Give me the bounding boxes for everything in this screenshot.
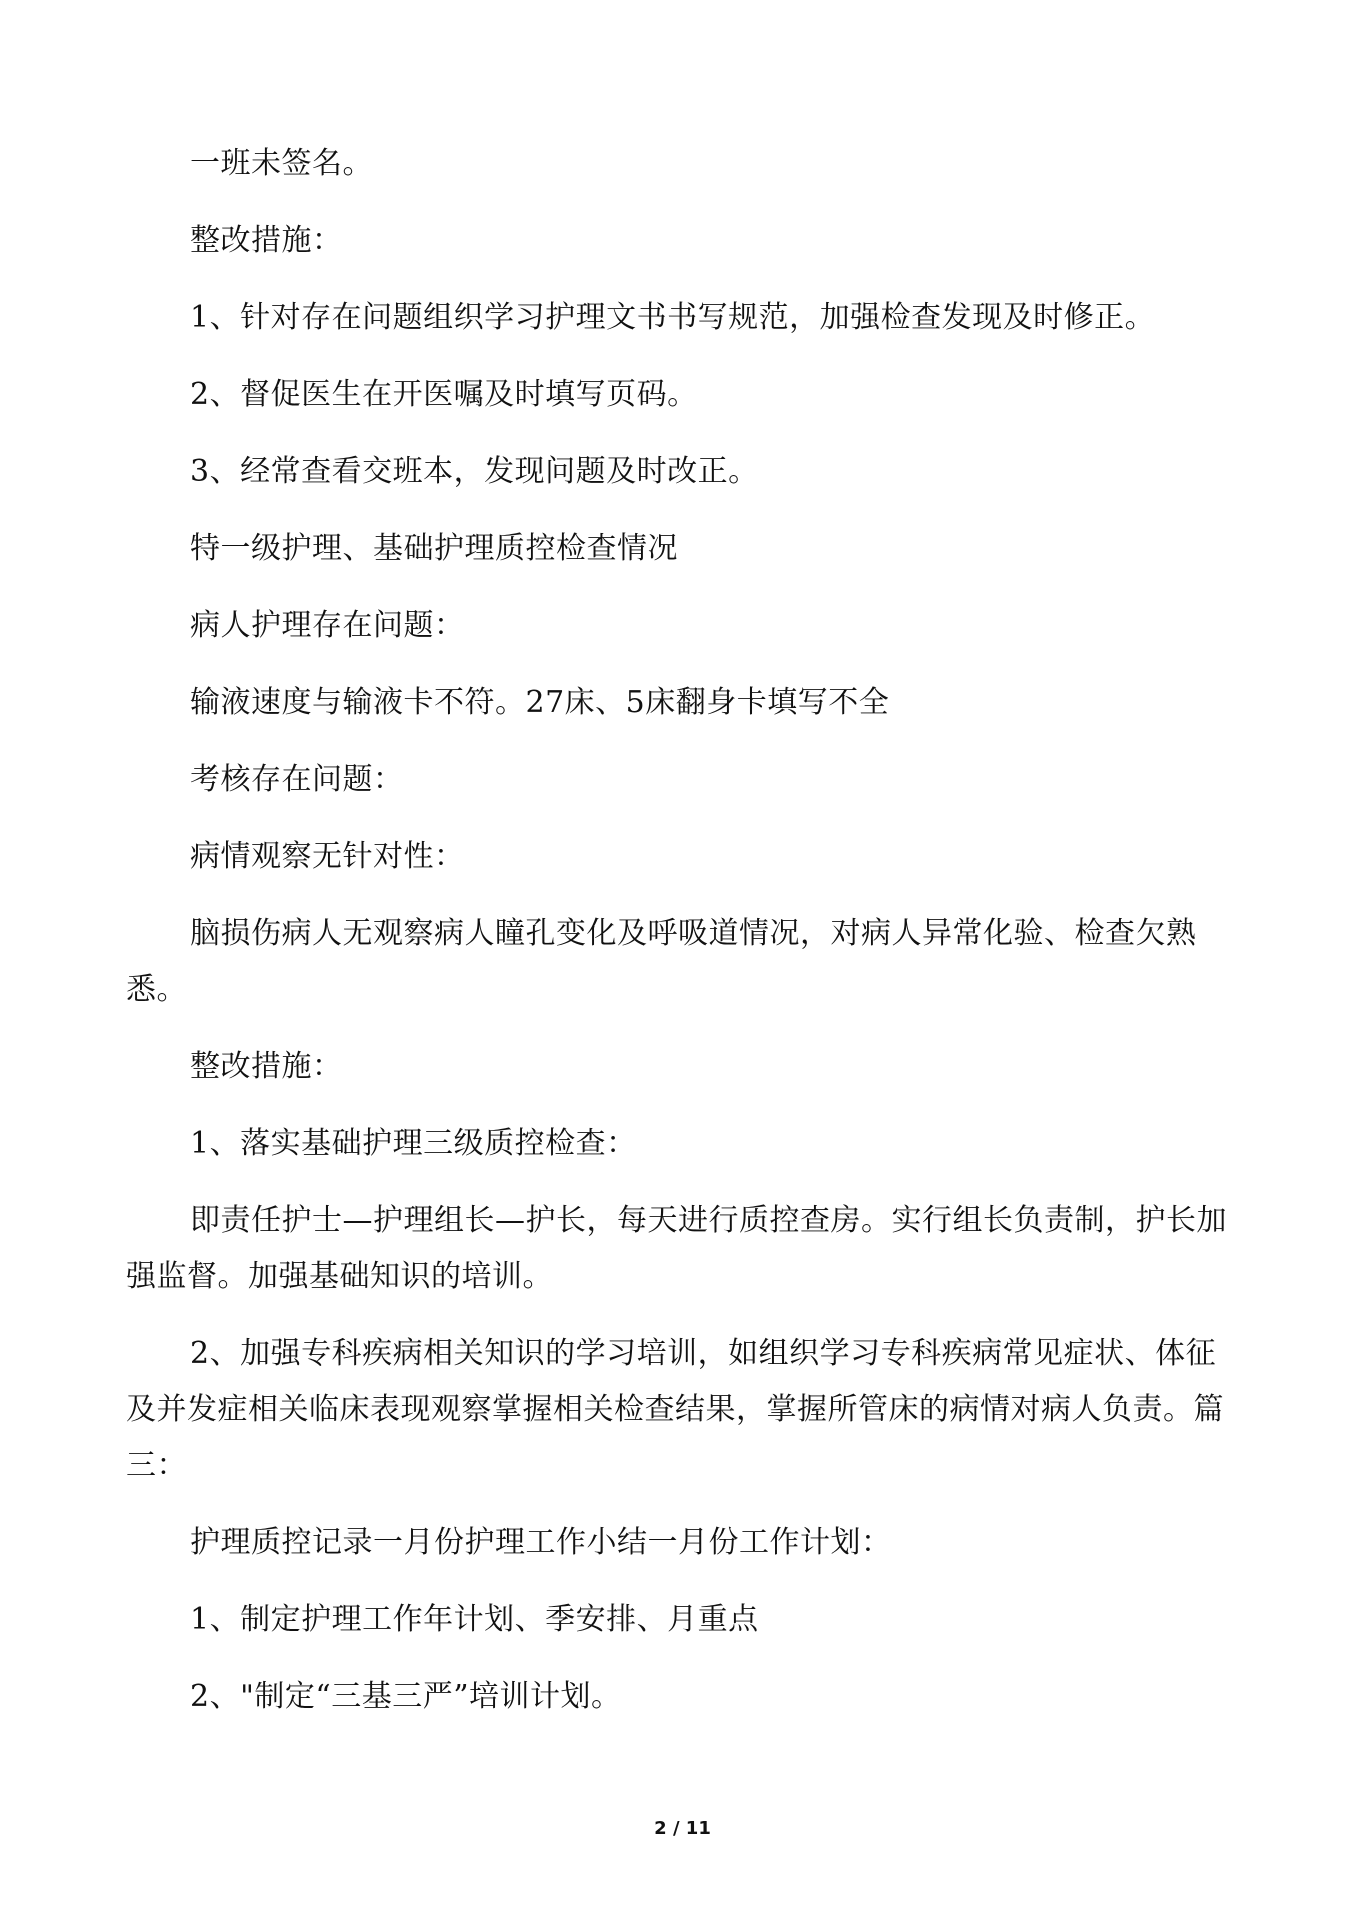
paragraph-4: 2、督促医生在开医嘱及时填写页码。: [190, 377, 698, 412]
paragraph-17: 1、制定护理工作年计划、季安排、月重点: [190, 1602, 759, 1637]
paragraph-3: 1、针对存在问题组织学习护理文书书写规范，加强检查发现及时修正。: [190, 300, 1156, 335]
paragraph-13: 1、落实基础护理三级质控检查：: [190, 1126, 637, 1161]
paragraph-9: 考核存在问题：: [190, 762, 404, 797]
paragraph-10: 病情观察无针对性：: [190, 839, 465, 874]
paragraph-15: 2、加强专科疾病相关知识的学习培训，如组织学习专科疾病常见症状、体征及并发症相关临床表现观察掌握相关检查结果，掌握所管床的病情对病人负责。篇三：: [126, 1336, 1224, 1483]
paragraph-1: 一班未签名。: [190, 146, 373, 181]
paragraph-11: 脑损伤病人无观察病人瞳孔变化及呼吸道情况，对病人异常化验、检查欠熟悉。: [126, 916, 1197, 1007]
paragraph-2: 整改措施：: [190, 223, 343, 258]
paragraph-7: 病人护理存在问题：: [190, 608, 465, 643]
paragraph-14: 即责任护士—护理组长—护长，每天进行质控查房。实行组长负责制，护长加强监督。加强基础知识的培训。: [126, 1203, 1227, 1294]
paragraph-16: 护理质控记录一月份护理工作小结一月份工作计划：: [190, 1525, 892, 1560]
paragraph-5: 3、经常查看交班本，发现问题及时改正。: [190, 454, 759, 489]
paragraph-6: 特一级护理、基础护理质控检查情况: [190, 531, 678, 566]
paragraph-18: 2、"制定“三基三严”培训计划。: [190, 1679, 622, 1714]
paragraph-12: 整改措施：: [190, 1049, 343, 1084]
paragraph-8: 输液速度与输液卡不符。27床、5床翻身卡填写不全: [190, 685, 890, 720]
page-number: 2 / 11: [654, 1818, 711, 1839]
